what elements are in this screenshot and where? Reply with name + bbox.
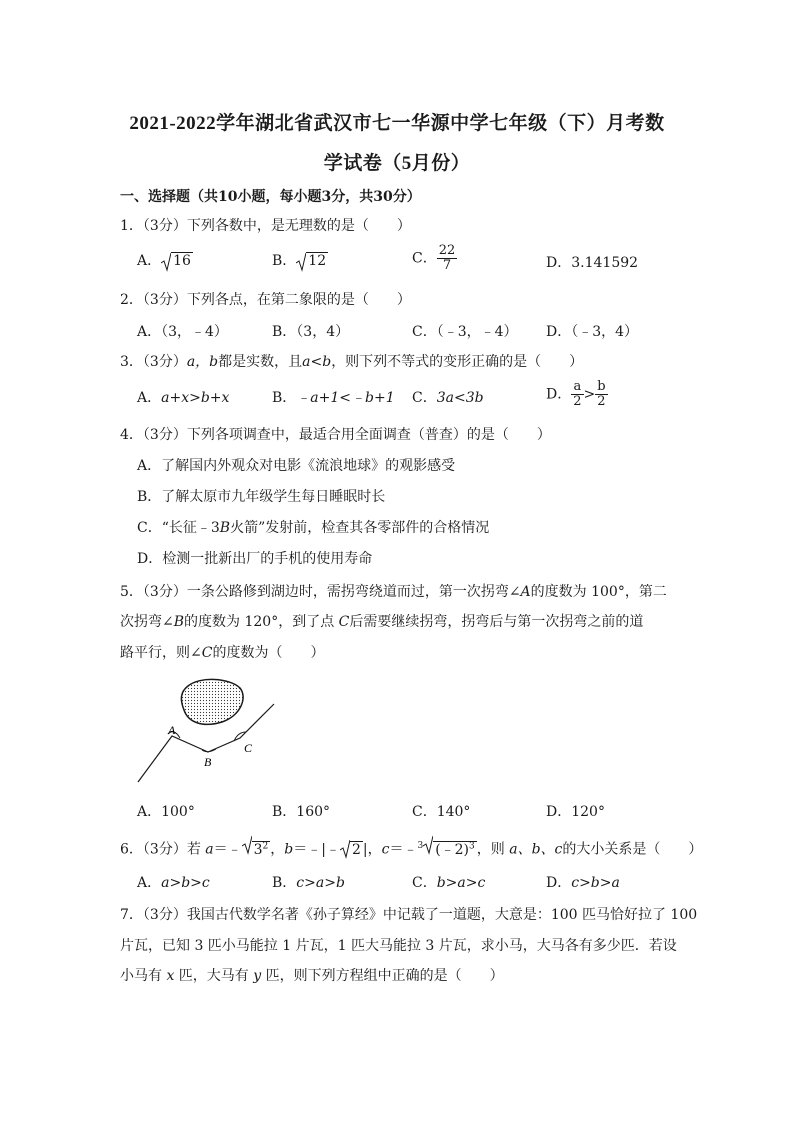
exam-title-line1: 2021-2022学年湖北省武汉市七一华源中学七年级（下）月考数: [129, 113, 665, 134]
q2-stem: 2．（3分）下列各点，在第二象限的是（ ）: [120, 292, 411, 308]
point-c-label: C: [244, 741, 253, 755]
cube-root-symbol: (﹣2)$^3$: [423, 836, 477, 860]
q2-option-b: B．（3，4）: [272, 324, 350, 340]
q1-option-a: A． 16: [137, 253, 191, 269]
q5-stem-line1: 5．（3分）一条公路修到湖边时，需拐弯绕道而过，第一次拐弯∠A的度数为 100°，第二: [120, 584, 667, 600]
section-heading: 一、选择题（共10小题，每小题3分，共30分）: [120, 189, 421, 205]
q1-option-c: C． $\frac{22}{7}$: [412, 243, 456, 273]
q6-option-a: A．a>b>c: [137, 875, 210, 891]
q3-option-b: B．﹣a+1<﹣b+1: [272, 390, 395, 406]
sqrt-symbol: 12: [296, 253, 328, 269]
q4-option-d: D．检测一批新出厂的手机的使用寿命: [137, 551, 373, 567]
q5-option-b: B．160°: [272, 804, 331, 820]
q2-option-d: D．（﹣3，4）: [546, 324, 639, 340]
fraction: $\frac{22}{7}$: [438, 243, 456, 273]
q6-option-c: C．b>a>c: [412, 875, 486, 891]
sqrt-symbol: $3^2$: [242, 836, 271, 860]
point-b-label: B: [204, 755, 212, 769]
q6-option-b: B．c>a>b: [272, 875, 345, 891]
q6-stem: 6．（3分）若 a＝﹣ $3^2$ ，b＝﹣|﹣ 2 |，c＝﹣$^3$ (﹣2)$^3$ ，则 a、b、c的大小关系是（ ）: [120, 836, 702, 860]
lake-shape: [181, 679, 243, 724]
q3-stem: 3．（3分）a，b都是实数，且a<b，则下列不等式的变形正确的是（ ）: [120, 354, 584, 370]
fraction: $\frac{b}{2}$: [597, 379, 606, 409]
q4-option-a: A．了解国内外观众对电影《流浪地球》的观影感受: [137, 458, 456, 474]
q1-option-d: D．3.141592: [546, 255, 639, 271]
q5-stem-line2: 次拐弯∠B的度数为 120°，到了点 C后需要继续拐弯，拐弯后与第一次拐弯之前的道: [120, 614, 644, 630]
q4-option-c: C．“长征﹣3B火箭”发射前，检查其各零部件的合格情况: [137, 520, 490, 536]
q7-stem-line3: 小马有 x 匹，大马有 y 匹，则下列方程组中正确的是（ ）: [120, 968, 504, 984]
q3-option-c: C．3a<3b: [412, 390, 484, 406]
q7-stem-line2: 片瓦，已知 3 匹小马能拉 1 片瓦，1 匹大马能拉 3 片瓦，求小马，大马各有多少匹．若设: [120, 938, 677, 954]
q5-stem-line3: 路平行，则∠C的度数为（ ）: [120, 645, 325, 661]
sqrt-symbol: 2: [340, 840, 363, 860]
cube-root-index: 3: [417, 841, 424, 851]
q4-stem: 4．（3分）下列各项调查中，最适合用全面调查（普查）的是（ ）: [120, 427, 551, 443]
exam-title-line2: 学试卷（5月份）: [323, 153, 471, 174]
q3-option-d: D． $\frac{a}{2}$ > $\frac{b}{2}$: [546, 379, 606, 409]
q6-option-d: D．c>b>a: [546, 875, 620, 891]
q5-option-a: A．100°: [137, 804, 195, 820]
q1-stem: 1．（3分）下列各数中，是无理数的是（ ）: [120, 218, 411, 234]
point-a-label: A: [168, 723, 176, 737]
fraction: $\frac{a}{2}$: [573, 379, 582, 409]
q2-option-c: C．（﹣3，﹣4）: [412, 324, 518, 340]
q1-option-b: B． 12: [272, 253, 327, 269]
q5-road-figure: [130, 672, 290, 788]
q7-stem-line1: 7．（3分）我国古代数学名著《孙子算经》中记载了一道题，大意是：100 匹马恰好拉了 100: [120, 907, 698, 923]
q2-option-a: A．（3，﹣4）: [137, 324, 228, 340]
q5-option-c: C．140°: [412, 804, 471, 820]
q3-option-a: A．a+x>b+x: [137, 390, 230, 406]
q5-option-d: D．120°: [546, 804, 605, 820]
q4-option-b: B．了解太原市九年级学生每日睡眠时长: [137, 489, 386, 505]
sqrt-symbol: 16: [161, 253, 193, 269]
